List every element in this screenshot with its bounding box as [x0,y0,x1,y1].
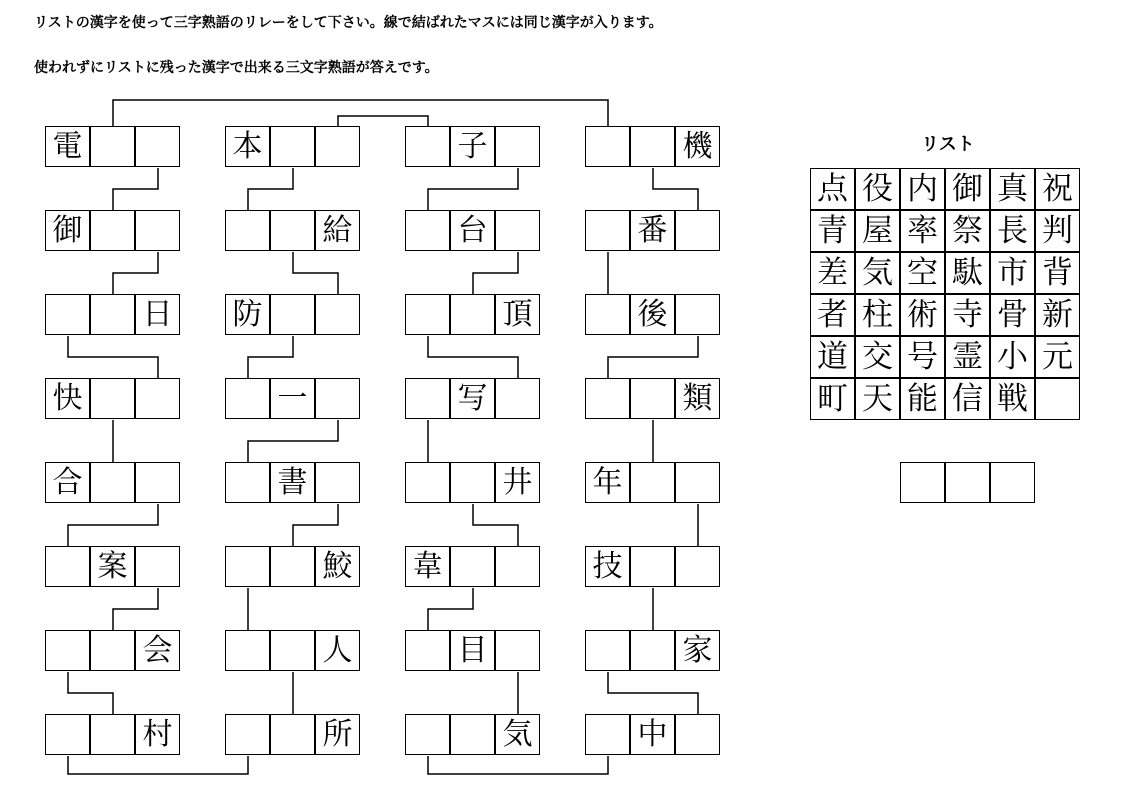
puzzle-cell[interactable] [405,714,450,755]
puzzle-cell: 日 [135,294,180,335]
puzzle-cell[interactable] [135,126,180,167]
puzzle-cell[interactable] [630,462,675,503]
connector-line [113,588,158,630]
puzzle-cell: 井 [495,462,540,503]
puzzle-cell[interactable] [90,462,135,503]
puzzle-cell[interactable] [495,210,540,251]
puzzle-cell[interactable] [630,546,675,587]
puzzle-cell[interactable] [630,630,675,671]
list-cell: 寺 [945,294,990,336]
puzzle-cell[interactable] [225,378,270,419]
puzzle-cell: 電 [45,126,90,167]
puzzle-cell[interactable] [405,126,450,167]
puzzle-cell: 子 [450,126,495,167]
puzzle-cell: 鮫 [315,546,360,587]
puzzle-cell[interactable] [90,378,135,419]
puzzle-cell[interactable] [135,546,180,587]
connector-line [248,336,293,378]
connector-line [248,420,338,462]
list-cell: 気 [855,252,900,294]
puzzle-cell[interactable] [675,294,720,335]
puzzle-cell[interactable] [405,378,450,419]
puzzle-cell: 後 [630,294,675,335]
puzzle-cell[interactable] [585,630,630,671]
list-cell: 青 [810,210,855,252]
list-cell: 能 [900,378,945,420]
puzzle-cell[interactable] [675,714,720,755]
connector-line [68,756,248,774]
puzzle-cell[interactable] [405,294,450,335]
puzzle-cell[interactable] [315,294,360,335]
connector-line [428,588,473,630]
list-cell: 背 [1035,252,1080,294]
puzzle-cell[interactable] [450,462,495,503]
list-cell: 判 [1035,210,1080,252]
connector-line [113,168,158,210]
list-cell: 柱 [855,294,900,336]
puzzle-cell[interactable] [135,210,180,251]
list-cell: 空 [900,252,945,294]
puzzle-cell: 一 [270,378,315,419]
list-cell: 祝 [1035,168,1080,210]
list-cell: 点 [810,168,855,210]
puzzle-cell[interactable] [315,462,360,503]
puzzle-cell: 写 [450,378,495,419]
puzzle-cell: 給 [315,210,360,251]
list-cell: 元 [1035,336,1080,378]
list-cell: 率 [900,210,945,252]
list-title: リスト [921,134,975,155]
list-cell: 屋 [855,210,900,252]
instruction-line-2: 使われずにリストに残った漢字で出来る三文字熟語が答えです。 [34,60,439,76]
list-cell: 霊 [945,336,990,378]
connector-line [248,168,293,210]
puzzle-cell: 防 [225,294,270,335]
puzzle-cell[interactable] [630,126,675,167]
connector-line [428,336,518,378]
puzzle-cell[interactable] [675,462,720,503]
connector-line [338,116,428,126]
instruction-line-1: リストの漢字を使って三字熟語のリレーをして下さい。線で結ばれたマスには同じ漢字が入ります。 [34,15,663,31]
puzzle-cell: 会 [135,630,180,671]
puzzle-cell: 技 [585,546,630,587]
list-cell: 号 [900,336,945,378]
puzzle-cell[interactable] [45,294,90,335]
puzzle-cell: 機 [675,126,720,167]
puzzle-cell: 台 [450,210,495,251]
list-cell: 交 [855,336,900,378]
list-cell: 祭 [945,210,990,252]
puzzle-cell[interactable] [495,378,540,419]
puzzle-cell: 年 [585,462,630,503]
puzzle-cell[interactable] [45,630,90,671]
puzzle-cell[interactable] [450,714,495,755]
puzzle-cell: 案 [90,546,135,587]
puzzle-cell[interactable] [585,378,630,419]
puzzle-cell[interactable] [495,630,540,671]
puzzle-cell[interactable] [270,546,315,587]
list-cell: 真 [990,168,1035,210]
connector-line [428,756,608,774]
puzzle-cell[interactable] [270,630,315,671]
puzzle-cell[interactable] [45,714,90,755]
list-cell: 差 [810,252,855,294]
list-cell: 御 [945,168,990,210]
puzzle-cell[interactable] [585,126,630,167]
puzzle-cell[interactable] [270,714,315,755]
puzzle-cell: 所 [315,714,360,755]
connector-line [113,100,608,126]
list-cell: 術 [900,294,945,336]
connector-line [113,252,158,294]
puzzle-cell: 快 [45,378,90,419]
puzzle-cell: 中 [630,714,675,755]
puzzle-cell[interactable] [225,546,270,587]
puzzle-cell[interactable] [315,126,360,167]
puzzle-cell: 頂 [495,294,540,335]
connector-line [473,252,518,294]
connector-line [68,672,113,714]
connector-line [293,252,338,294]
connector-line [653,168,698,210]
puzzle-cell[interactable] [270,210,315,251]
answer-cell[interactable] [945,462,990,503]
puzzle-cell[interactable] [585,714,630,755]
list-cell: 市 [990,252,1035,294]
puzzle-cell: 書 [270,462,315,503]
puzzle-cell[interactable] [495,546,540,587]
puzzle-cell[interactable] [225,462,270,503]
puzzle-cell[interactable] [225,210,270,251]
puzzle-cell: 村 [135,714,180,755]
puzzle-cell: 番 [630,210,675,251]
puzzle-cell: 家 [675,630,720,671]
puzzle-cell[interactable] [45,546,90,587]
puzzle-cell[interactable] [225,714,270,755]
puzzle-cell: 韋 [405,546,450,587]
puzzle-cell[interactable] [630,378,675,419]
list-cell: 町 [810,378,855,420]
puzzle-cell: 御 [45,210,90,251]
list-cell: 駄 [945,252,990,294]
puzzle-cell[interactable] [405,210,450,251]
list-cell: 戦 [990,378,1035,420]
connector-line [293,504,338,546]
puzzle-cell[interactable] [405,630,450,671]
puzzle-cell: 目 [450,630,495,671]
puzzle-cell[interactable] [675,210,720,251]
list-cell: 役 [855,168,900,210]
answer-cell[interactable] [900,462,945,503]
puzzle-cell: 本 [225,126,270,167]
list-cell [1035,378,1080,420]
puzzle-cell[interactable] [90,714,135,755]
puzzle-cell[interactable] [225,630,270,671]
connector-line [473,504,518,546]
puzzle-cell[interactable] [270,126,315,167]
connector-line [608,672,698,714]
answer-cell[interactable] [990,462,1035,503]
list-cell: 者 [810,294,855,336]
list-cell: 長 [990,210,1035,252]
puzzle-cell[interactable] [90,630,135,671]
list-cell: 天 [855,378,900,420]
puzzle-cell[interactable] [315,378,360,419]
connector-line [68,504,158,546]
puzzle-cell[interactable] [585,294,630,335]
puzzle-cell[interactable] [585,210,630,251]
puzzle-cell: 合 [45,462,90,503]
puzzle-cell[interactable] [90,210,135,251]
puzzle-cell[interactable] [135,462,180,503]
list-cell: 内 [900,168,945,210]
list-cell: 新 [1035,294,1080,336]
puzzle-cell[interactable] [675,546,720,587]
connector-line [68,336,158,378]
puzzle-cell: 類 [675,378,720,419]
puzzle-cell: 気 [495,714,540,755]
puzzle-cell[interactable] [135,378,180,419]
puzzle-cell[interactable] [450,294,495,335]
list-cell: 信 [945,378,990,420]
list-cell: 骨 [990,294,1035,336]
connector-line [428,168,518,210]
puzzle-cell[interactable] [270,294,315,335]
puzzle-cell[interactable] [450,546,495,587]
puzzle-cell[interactable] [90,126,135,167]
list-cell: 小 [990,336,1035,378]
connector-line [608,336,698,378]
puzzle-cell[interactable] [90,294,135,335]
list-cell: 道 [810,336,855,378]
puzzle-cell: 人 [315,630,360,671]
puzzle-cell[interactable] [405,462,450,503]
puzzle-cell[interactable] [495,126,540,167]
